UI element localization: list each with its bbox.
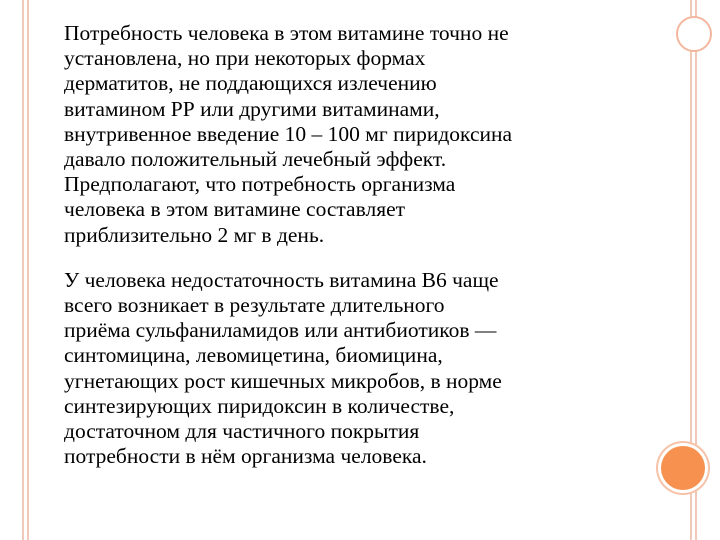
paragraph-vitamin-requirement: Потребность человека в этом витамине точно не установлена, но при некоторых формах дерматитов, не поддающихся излечению витамином РР или другими витаминами, внутривенное введение 10 – 100 мг пиридоксина давало положительный лечебный эффект. Предполагают, что потребность организма человека в этом витамине составляет приблизительно 2 мг в день. [64, 21, 513, 247]
frame-left-inner-line [27, 0, 29, 540]
paragraph-vitamin-deficiency: У человека недостаточность витамина В6 чаще всего возникает в результате длительного приёма сульфаниламидов или антибиотиков — синтомицина, левомицетина, биомицина, угнетающих рост кишечных микробов, в норме синтезирующих пиридоксин в количестве, достаточном для частичного покрытия потребности в нём организма человека. [64, 267, 502, 469]
orange-circle-ornament [661, 446, 705, 490]
top-circle-ornament [676, 16, 712, 52]
frame-left-outer-line [22, 0, 24, 540]
slide-body [64, 21, 664, 469]
